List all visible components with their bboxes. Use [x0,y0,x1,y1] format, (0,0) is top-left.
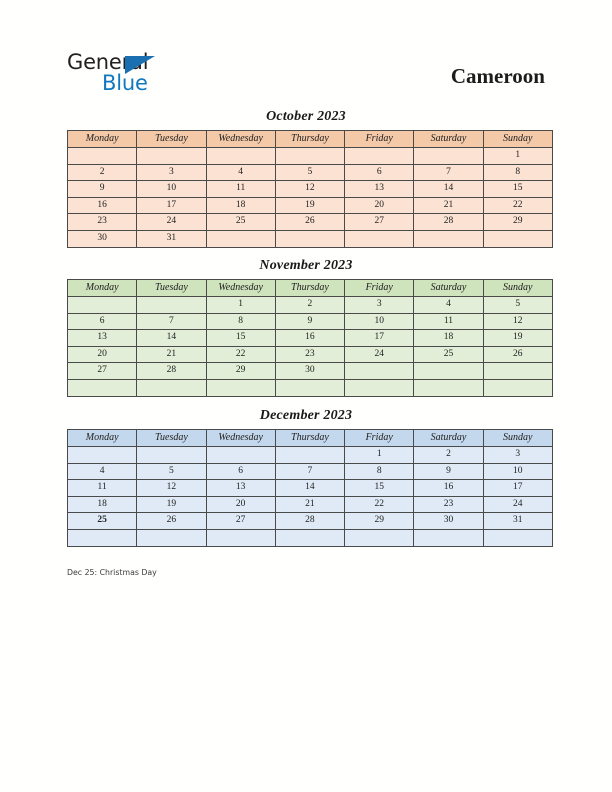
calendar-day-20[interactable]: 20 [206,496,275,513]
weekday-header-monday: Monday [68,280,137,297]
weekday-header-tuesday: Tuesday [137,131,206,148]
calendar-empty-cell [345,529,414,546]
calendar-week-row [68,313,553,330]
calendar-day-5[interactable]: 5 [483,297,552,314]
calendar-day-3[interactable]: 3 [137,164,206,181]
calendar-empty-cell [68,148,137,165]
calendar-week-row [68,297,553,314]
month-title: October 2023 [266,109,346,124]
calendar-day-23[interactable]: 23 [414,496,483,513]
calendar-empty-cell [483,363,552,380]
calendar-empty-cell [68,379,137,396]
calendar-day-19[interactable]: 19 [137,496,206,513]
weekday-header-row [68,280,553,297]
calendar-day-3[interactable]: 3 [483,447,552,464]
calendar-empty-cell [483,230,552,247]
calendar-day-14[interactable]: 14 [414,181,483,198]
calendar-week-row [68,181,553,198]
calendar-day-12[interactable]: 12 [275,181,344,198]
calendar-day-8[interactable]: 8 [483,164,552,181]
calendar-week-row [68,164,553,181]
calendar-day-21[interactable]: 21 [137,346,206,363]
weekday-header-thursday: Thursday [275,430,344,447]
calendar-day-22[interactable]: 22 [345,496,414,513]
calendar-day-25[interactable]: 25 [414,346,483,363]
calendar-body [68,297,553,397]
weekday-header-sunday: Sunday [483,430,552,447]
calendar-day-27[interactable]: 27 [206,513,275,530]
calendar-day-26[interactable]: 26 [483,346,552,363]
holiday-footnotes [67,566,545,579]
calendar-day-31[interactable]: 31 [137,230,206,247]
calendar-day-29[interactable]: 29 [483,214,552,231]
month-title: December 2023 [259,408,353,423]
calendar-week-row [68,214,553,231]
logo-text-general: General [67,50,149,74]
calendar-day-20[interactable]: 20 [345,197,414,214]
calendar-week-row [68,363,553,380]
calendar-day-4[interactable]: 4 [206,164,275,181]
calendar-day-4[interactable]: 4 [414,297,483,314]
calendar-table-november [67,279,553,397]
calendar-day-16[interactable]: 16 [275,330,344,347]
calendar-day-26[interactable]: 26 [275,214,344,231]
calendar-day-27[interactable]: 27 [68,363,137,380]
calendar-week-row [68,346,553,363]
weekday-header-sunday: Sunday [483,131,552,148]
calendar-empty-cell [206,230,275,247]
calendar-day-28[interactable]: 28 [137,363,206,380]
calendar-day-16[interactable]: 16 [68,197,137,214]
calendar-day-16[interactable]: 16 [414,480,483,497]
calendar-day-24[interactable]: 24 [483,496,552,513]
calendar-day-17[interactable]: 17 [345,330,414,347]
calendar-day-30[interactable]: 30 [414,513,483,530]
weekday-header-monday: Monday [68,131,137,148]
weekday-header-tuesday: Tuesday [137,430,206,447]
calendar-day-25-holiday[interactable]: 25 [68,513,137,530]
calendar-day-6[interactable]: 6 [68,313,137,330]
weekday-header-saturday: Saturday [414,280,483,297]
weekday-header-wednesday: Wednesday [206,131,275,148]
calendar-day-29[interactable]: 29 [206,363,275,380]
calendar-day-17[interactable]: 17 [483,480,552,497]
calendar-day-8[interactable]: 8 [345,463,414,480]
calendar-empty-cell [483,379,552,396]
calendar-day-15[interactable]: 15 [206,330,275,347]
calendar-day-13[interactable]: 13 [345,181,414,198]
calendar-day-2[interactable]: 2 [68,164,137,181]
calendar-table-october [67,130,553,248]
calendar-empty-cell [137,148,206,165]
calendar-day-3[interactable]: 3 [345,297,414,314]
weekday-header-friday: Friday [345,430,414,447]
calendar-empty-cell [275,379,344,396]
calendar-day-6[interactable]: 6 [206,463,275,480]
calendar-day-14[interactable]: 14 [275,480,344,497]
calendar-day-13[interactable]: 13 [68,330,137,347]
calendar-day-31[interactable]: 31 [483,513,552,530]
calendar-day-10[interactable]: 10 [345,313,414,330]
calendar-week-row [68,463,553,480]
calendar-day-7[interactable]: 7 [414,164,483,181]
calendar-day-18[interactable]: 18 [68,496,137,513]
calendar-day-29[interactable]: 29 [345,513,414,530]
calendar-day-5[interactable]: 5 [275,164,344,181]
calendar-day-7[interactable]: 7 [137,313,206,330]
calendar-day-18[interactable]: 18 [206,197,275,214]
calendar-week-row [68,496,553,513]
calendar-empty-cell [137,447,206,464]
calendar-day-26[interactable]: 26 [137,513,206,530]
calendar-day-30[interactable]: 30 [275,363,344,380]
calendar-empty-cell [68,297,137,314]
calendar-empty-cell [275,447,344,464]
calendar-table-december [67,429,553,547]
calendar-day-9[interactable]: 9 [414,463,483,480]
weekday-header-friday: Friday [345,280,414,297]
calendar-day-10[interactable]: 10 [137,181,206,198]
calendar-day-30[interactable]: 30 [68,230,137,247]
calendar-day-7[interactable]: 7 [275,463,344,480]
calendar-day-6[interactable]: 6 [345,164,414,181]
weekday-header-sunday: Sunday [483,280,552,297]
calendar-week-row [68,330,553,347]
calendar-week-row [68,379,553,396]
weekday-header-tuesday: Tuesday [137,280,206,297]
calendar-day-15[interactable]: 15 [483,181,552,198]
general-blue-logo [67,52,297,98]
calendar-day-15[interactable]: 15 [345,480,414,497]
calendar-day-4[interactable]: 4 [68,463,137,480]
calendar-empty-cell [345,148,414,165]
calendar-day-1[interactable]: 1 [206,297,275,314]
calendar-empty-cell [414,379,483,396]
calendar-empty-cell [345,230,414,247]
calendar-body [68,447,553,547]
calendar-day-17[interactable]: 17 [137,197,206,214]
calendar-empty-cell [414,148,483,165]
month-title: November 2023 [259,258,353,273]
calendar-day-9[interactable]: 9 [68,181,137,198]
calendar-day-1[interactable]: 1 [345,447,414,464]
weekday-header-wednesday: Wednesday [206,430,275,447]
calendar-day-21[interactable]: 21 [275,496,344,513]
logo-text-blue: Blue [102,71,148,95]
calendar-empty-cell [345,379,414,396]
calendar-day-27[interactable]: 27 [345,214,414,231]
calendar-day-2[interactable]: 2 [414,447,483,464]
calendar-empty-cell [414,230,483,247]
calendar-day-5[interactable]: 5 [137,463,206,480]
calendar-week-row [68,480,553,497]
month-block-october [67,110,545,248]
calendar-week-row [68,529,553,546]
calendar-day-18[interactable]: 18 [414,330,483,347]
calendar-week-row [68,447,553,464]
calendar-day-8[interactable]: 8 [206,313,275,330]
calendar-day-2[interactable]: 2 [275,297,344,314]
calendar-body [68,148,553,248]
weekday-header-saturday: Saturday [414,430,483,447]
calendar-day-14[interactable]: 14 [137,330,206,347]
calendar-empty-cell [68,447,137,464]
calendar-day-28[interactable]: 28 [275,513,344,530]
page-header [67,52,545,98]
weekday-header-thursday: Thursday [275,131,344,148]
calendar-day-11[interactable]: 11 [206,181,275,198]
weekday-header-row [68,430,553,447]
calendar-empty-cell [206,529,275,546]
calendar-empty-cell [137,379,206,396]
calendar-week-row [68,513,553,530]
calendar-day-22[interactable]: 22 [483,197,552,214]
calendar-week-row [68,148,553,165]
calendar-empty-cell [345,363,414,380]
calendar-day-21[interactable]: 21 [414,197,483,214]
calendar-day-12[interactable]: 12 [137,480,206,497]
calendar-empty-cell [275,148,344,165]
calendar-day-22[interactable]: 22 [206,346,275,363]
weekday-header-saturday: Saturday [414,131,483,148]
calendar-day-9[interactable]: 9 [275,313,344,330]
calendar-week-row [68,197,553,214]
calendar-day-13[interactable]: 13 [206,480,275,497]
calendar-empty-cell [206,148,275,165]
calendar-day-23[interactable]: 23 [68,214,137,231]
weekday-header-wednesday: Wednesday [206,280,275,297]
calendar-empty-cell [414,363,483,380]
calendar-day-20[interactable]: 20 [68,346,137,363]
calendar-day-12[interactable]: 12 [483,313,552,330]
calendar-day-24[interactable]: 24 [137,214,206,231]
calendar-day-23[interactable]: 23 [275,346,344,363]
calendar-day-19[interactable]: 19 [275,197,344,214]
calendar-day-10[interactable]: 10 [483,463,552,480]
month-block-november [67,259,545,397]
calendar-empty-cell [483,529,552,546]
footnote-item: Dec 25: Christmas Day [67,568,157,577]
calendar-day-28[interactable]: 28 [414,214,483,231]
weekday-header-friday: Friday [345,131,414,148]
calendar-week-row [68,230,553,247]
calendar-day-1[interactable]: 1 [483,148,552,165]
calendar-day-11[interactable]: 11 [68,480,137,497]
calendar-day-19[interactable]: 19 [483,330,552,347]
page-title: Cameroon [450,64,545,88]
calendar-empty-cell [414,529,483,546]
weekday-header-monday: Monday [68,430,137,447]
calendar-empty-cell [275,529,344,546]
weekday-header-thursday: Thursday [275,280,344,297]
calendar-empty-cell [137,529,206,546]
calendar-empty-cell [137,297,206,314]
calendar-day-24[interactable]: 24 [345,346,414,363]
calendar-empty-cell [68,529,137,546]
calendar-day-25[interactable]: 25 [206,214,275,231]
calendar-empty-cell [275,230,344,247]
weekday-header-row [68,131,553,148]
calendar-empty-cell [206,447,275,464]
month-block-december [67,409,545,547]
calendar-day-11[interactable]: 11 [414,313,483,330]
calendar-empty-cell [206,379,275,396]
